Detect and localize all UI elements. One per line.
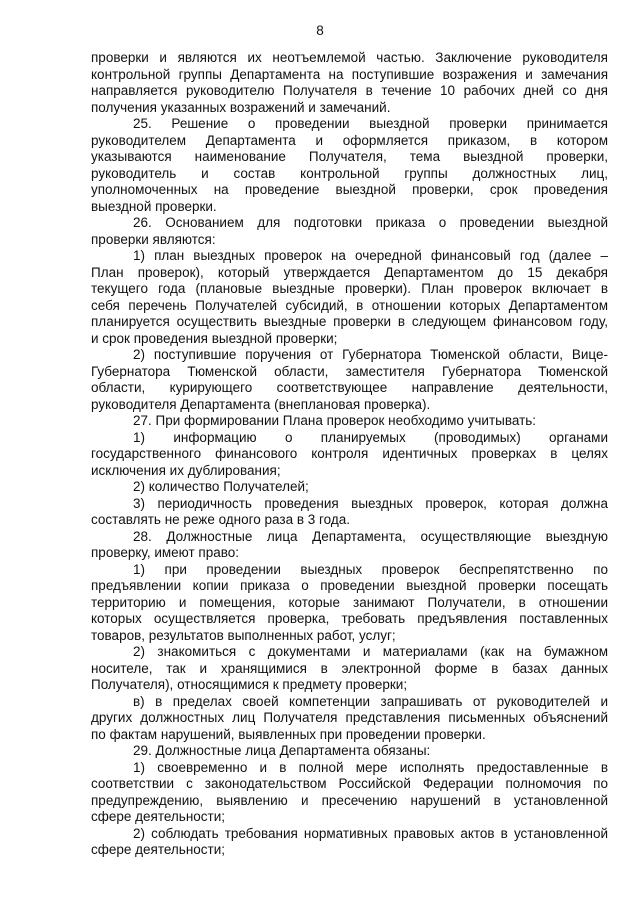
text-line: государственного финансового контроля идентичных проверках в целях [91,446,608,461]
page-number: 8 [316,23,324,38]
text-line: товаров, результатов выполненных работ, услуг; [91,627,396,643]
text-line: направляется руководителю Получателя в течение 10 рабочих дней со дня [91,83,608,98]
text-line: контрольной группы Департамента на поступившие возражения и замечания [91,66,608,82]
text-line: 1) при проведении выездных проверок беспрепятственно по [133,561,608,577]
text-line: получения указанных возражений и замечаний. [91,99,391,115]
text-line: руководителем Департамента и оформляется приказом, в котором [91,132,608,148]
text-line: проверки являются: [91,231,216,247]
text-line: выездной проверки. [91,198,217,214]
text-line: уполномоченных на проведение выездной проверки, срок проведения [91,182,608,197]
text-line: и срок проведения выездной проверки; [91,330,338,346]
text-line: в) в пределах своей компетенции запрашивать от руководителей и [133,693,608,709]
text-line: 1) информацию о планируемых (проводимых) органами [133,429,608,445]
text-line: соответствии с законодательством Российской Федерации полномочия по [91,776,608,791]
text-line: План проверок), который утверждается Департаментом до 15 декабря [91,264,608,280]
text-line: проверку, имеют право: [91,545,240,560]
text-line: 28. Должностные лица Департамента, осуществляющие выездную [133,528,608,544]
text-line: 2) количество Получателей; [133,479,309,494]
text-line: 2) знакомиться с документами и материалами (как на бумажном [133,644,608,659]
text-line: указываются наименование Получателя, тема выездной проверки, [91,149,608,164]
text-line: 26. Основанием для подготовки приказа о проведении выездной [133,215,608,230]
text-line: 27. При формировании Плана проверок необходимо учитывать: [133,413,537,428]
text-line: Губернатора Тюменской области, заместителя Губернатора Тюменской [91,363,608,379]
text-line: сфере деятельности; [91,809,226,824]
text-line: 1) своевременно и в полной мере исполнять предоставленные в [133,759,608,775]
text-line: планируется осуществить выездные проверки в следующем финансовом году, [91,314,608,329]
text-line: проверки и являются их неотъемлемой частью. Заключение руководителя [91,50,608,65]
text-line: 2) соблюдать требования нормативных правовых актов в установленной [133,825,608,841]
text-line: исключения их дублирования; [91,462,281,478]
text-line: территорию и помещения, которые занимают Получатели, в отношении [91,594,608,610]
text-line: себя перечень Получателей субсидий, в отношении которых Департаментом [91,297,608,313]
text-line: 2) поступившие поручения от Губернатора Тюменской области, Вице- [133,347,608,362]
text-line: предупреждению, выявлению и пресечению нарушений в установленной [91,792,608,808]
text-line: предъявлении копии приказа о проведении выездной проверки посещать [91,578,608,593]
text-line: руководителя Департамента (внеплановая проверка). [91,396,431,412]
text-line: по фактам нарушений, выявленных при проведении проверки. [91,726,486,742]
text-line: сфере деятельности; [91,842,226,857]
text-line: которых осуществляется проверка, требовать предъявления поставленных [91,611,608,626]
text-line: области, курирующего соответствующее направление деятельности, [91,380,608,395]
text-line: текущего года (плановые выездные проверки). План проверок включает в [91,281,608,296]
text-line: руководитель и состав контрольной группы должностных лиц, [91,165,608,181]
text-line: составлять не реже одного раза в 3 года. [91,512,350,527]
text-line: Получателя), относящимися к предмету проверки; [91,677,408,692]
text-line: 25. Решение о проведении выездной проверки принимается [133,116,608,131]
text-line: 29. Должностные лица Департамента обязаны: [133,743,431,758]
text-line: 3) периодичность проведения выездных проверок, которая должна [133,495,608,511]
text-line: других должностных лиц Получателя представления письменных объяснений [91,710,608,725]
text-line: носителе, так и хранящимися в электронной форме в базах данных [91,660,608,676]
text-line: 1) план выездных проверок на очередной финансовый год (далее – [133,248,608,263]
document-body [91,50,608,859]
